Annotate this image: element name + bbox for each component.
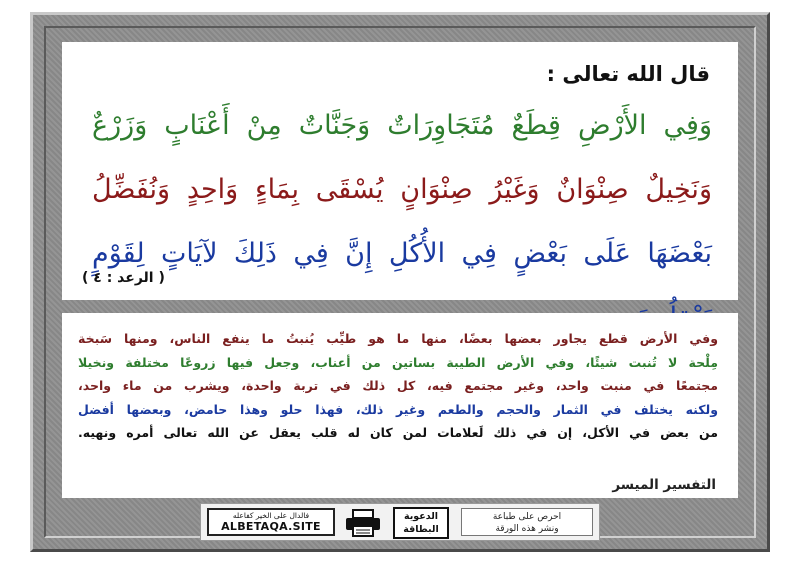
- verse-reference: ( الرعد : ٤ ): [82, 270, 165, 286]
- verse-panel: [62, 42, 738, 300]
- tafsir-line-4: ولكنه يختلف في الثمار والحجم والطعم وغير ذلك، فهذا حلو وهذا حامض، وبعضها أفضل: [78, 401, 718, 417]
- tafsir-line-1: وفي الأرض قطع يجاور بعضها بعضًا، منها ما هو طيِّب يُنبتُ ما ينفع الناس، ومنها سَبخة: [78, 331, 718, 346]
- footer-background: [200, 503, 600, 541]
- tafsir-line-2: مِلْحة لا تُنبت شيئًا، وفي الأرض الطيبة بساتين من أعناب، وجعل فيها زروعًا مختلفة ونخيلا: [78, 354, 718, 370]
- verse-line-3: بَعْضَهَا عَلَى بَعْضٍ فِي الأُكُلِ إِنَّ فِي ذَلِكَ لآيَاتٍ لِقَوْمٍ: [92, 238, 712, 269]
- site-caption: فالدال على الخير كفاعله: [232, 511, 310, 520]
- cta-line-2: ونشر هذه الورقة: [495, 524, 559, 534]
- verse-line-1: وَفِي الأَرْضِ قِطَعٌ مُتَجَاوِرَاتٌ وَجَنَّاتٌ مِنْ أَعْنَابٍ وَزَرْعٌ: [92, 110, 712, 141]
- print-share-note: [461, 508, 593, 536]
- site-link-box[interactable]: [207, 508, 335, 536]
- quran-verse: [92, 94, 712, 350]
- verse-line-2: وَنَخِيلٌ صِنْوَانٌ وَغَيْرُ صِنْوَانٍ يُسْقَى بِمَاءٍ وَاحِدٍ وَنُفَضِّلُ: [92, 174, 712, 205]
- tafsir-text: [78, 327, 718, 445]
- printer-icon: [343, 509, 383, 537]
- footer-bar: [200, 499, 600, 547]
- cta-line-1: احرص على طباعة: [492, 512, 562, 522]
- site-url[interactable]: ALBETAQA.SITE: [221, 520, 321, 533]
- tafsir-line-5: من بعض في الأكل، إن في ذلك لَعلامات لمن كان له قلب يعقل عن الله تعالى أمره ونهيه.: [78, 425, 718, 440]
- logo-line-1: الدعوية: [403, 511, 439, 522]
- logo-line-2: البطاقة: [403, 524, 439, 535]
- albetaqa-logo: [393, 507, 449, 539]
- verse-header: قال الله تعالى :: [546, 62, 710, 86]
- tafsir-source: التفسير الميسر: [612, 477, 716, 493]
- tafsir-panel: [62, 313, 738, 498]
- tafsir-line-3: مجتمعًا في منبت واحد، وغير مجتمع فيه، كل ذلك في تربة واحدة، ويشرب من ماء واحد،: [78, 378, 718, 393]
